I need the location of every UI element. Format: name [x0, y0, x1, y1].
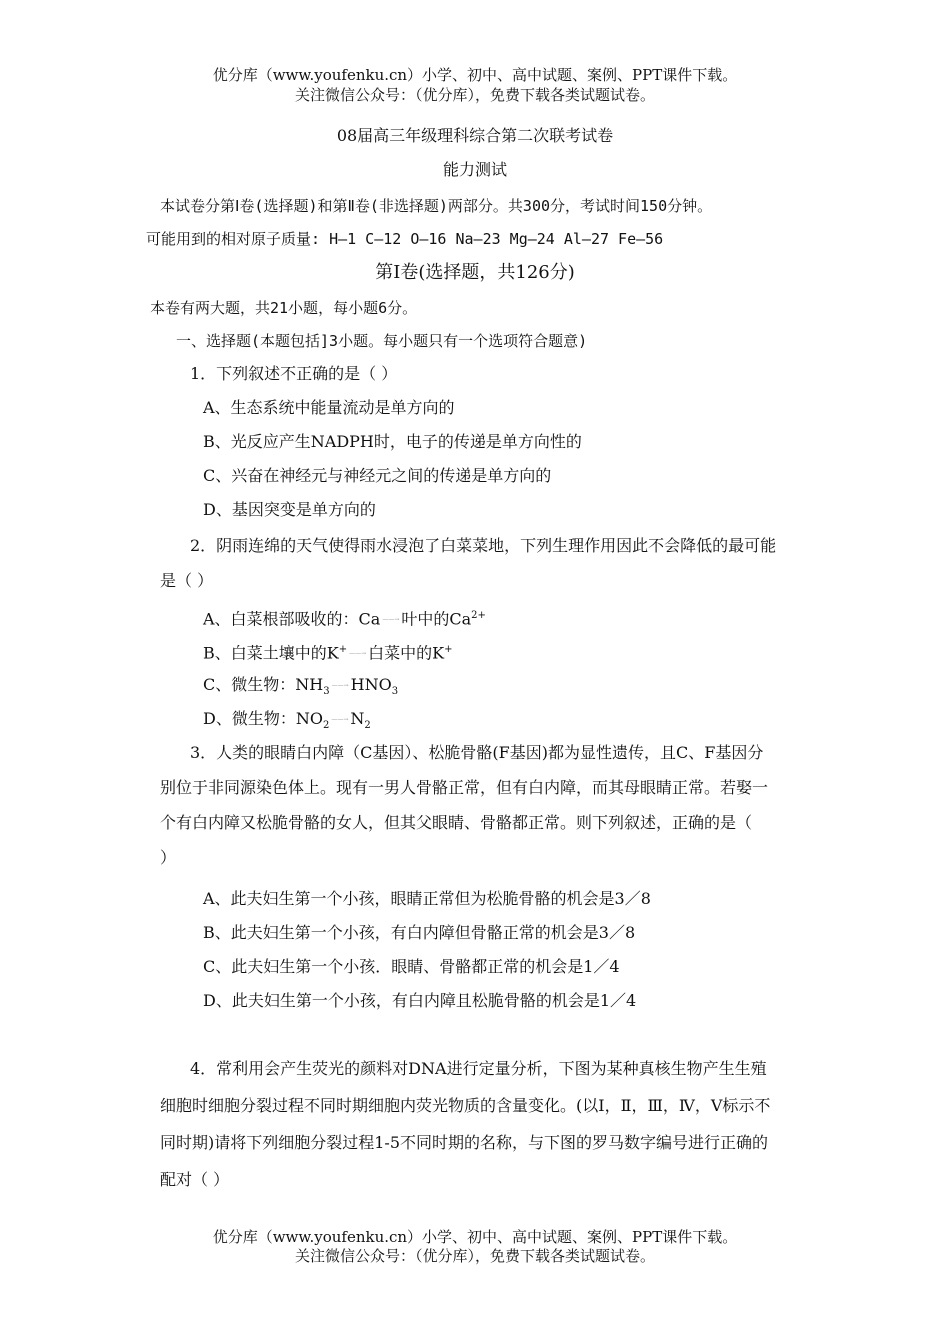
q2-b-charge-2: + — [444, 644, 453, 655]
q3-stem-3: 个有白内障又松脆骨骼的女人，但其父眼睛、骨骼都正常。则下列叙述，正确的是（ — [160, 813, 753, 832]
q2-option-c — [203, 675, 398, 702]
q2-a-product: 叶中的Ca — [401, 609, 472, 629]
exam-title: 08届高三年级理科综合第二次联考试卷 — [336, 126, 614, 145]
q3-option-d: D、此夫妇生第一个小孩，有白内障且松脆骨骼的机会是1／4 — [203, 991, 637, 1010]
footer-line-1: 优分库（www.youfenku.cn）小学、初中、高中试题、案例、PPT课件下载。 — [212, 1228, 738, 1246]
reaction-arrow: ——→ — [349, 649, 367, 657]
reaction-arrow: ——→ — [331, 715, 349, 723]
q2-d-subscript-2: 2 — [364, 720, 371, 732]
q2-c-product: HNO — [350, 675, 392, 694]
q2-option-b — [203, 640, 453, 664]
footer-line-2: 关注微信公众号：（优分库），免费下载各类试题试卷。 — [294, 1247, 655, 1265]
q1-option-c: C、兴奋在神经元与神经元之间的传递是单方向的 — [203, 466, 552, 485]
q2-c-text: C、微生物：NH — [203, 675, 324, 694]
q4-stem-3: 同时期)请将下列细胞分裂过程1-5不同时期的名称，与下图的罗马数字编号进行正确的 — [160, 1133, 769, 1152]
q3-option-b: B、此夫妇生第一个小孩，有白内障但骨骼正常的机会是3／8 — [203, 923, 636, 942]
q2-c-subscript-2: 3 — [391, 686, 399, 698]
q4-stem-2: 细胞时细胞分裂过程不同时期细胞内荧光物质的含量变化。(以Ⅰ，Ⅱ，Ⅲ，Ⅳ，Ⅴ标示不 — [160, 1096, 771, 1115]
q3-stem-1: 3．人类的眼睛白内障（C基因）、松脆骨骼(F基因)都为显性遗传，且C、F基因分 — [190, 743, 764, 762]
q4-stem-1: 4．常利用会产生荧光的颜料对DNA进行定量分析，下图为某种真核生物产生生殖 — [190, 1059, 767, 1078]
q2-a-text: A、白菜根部吸收的：Ca — [203, 609, 381, 629]
q1-option-a: A、生态系统中能量流动是单方向的 — [203, 398, 455, 417]
q3-stem-4: ） — [160, 848, 177, 867]
q2-b-charge-1: + — [338, 644, 348, 655]
q4-stem-4: 配对（ ） — [160, 1170, 230, 1189]
q3-option-a: A、此夫妇生第一个小孩，眼睛正常但为松脆骨骼的机会是3／8 — [203, 889, 651, 908]
section-note: 本卷有两大题，共21小题，每小题6分。 — [150, 299, 418, 317]
header-line-2: 关注微信公众号：（优分库），免费下载各类试题试卷。 — [294, 86, 655, 104]
q2-stem-2: 是（ ） — [160, 571, 214, 590]
reaction-arrow: ——→ — [382, 615, 400, 623]
q2-stem-1: 2．阴雨连绵的天气使得雨水浸泡了白菜菜地，下列生理作用因此不会降低的最可能 — [190, 536, 777, 555]
q3-option-c: C、此夫妇生第一个小孩．眼睛、骨骼都正常的机会是1／4 — [203, 957, 620, 976]
section-title: 第Ⅰ卷(选择题，共126分) — [375, 262, 575, 283]
q2-b-text: B、白菜土壤中的K — [203, 643, 339, 663]
q1-stem: 1．下列叙述不正确的是（ ） — [190, 364, 398, 383]
header-line-1: 优分库（www.youfenku.cn）小学、初中、高中试题、案例、PPT课件下载。 — [212, 66, 738, 84]
q3-stem-2: 别位于非同源染色体上。现有一男人骨骼正常，但有白内障，而其母眼睛正常。若娶一 — [160, 778, 769, 797]
part-one-heading: 一、选择题(本题包括]3小题。每小题只有一个选项符合题意) — [176, 332, 588, 350]
q2-option-a — [203, 606, 486, 630]
q2-d-product: N — [350, 709, 365, 728]
exam-subtitle: 能力测试 — [442, 160, 507, 179]
q2-a-charge: 2+ — [471, 610, 486, 621]
q2-b-product: 白菜中的K — [368, 643, 445, 663]
intro-line-2: 可能用到的相对原子质量: H—1 C—12 O—16 Na—23 Mg—24 Al—27 Fe—56 — [146, 230, 664, 248]
q2-d-subscript-1: 2 — [322, 720, 330, 732]
q2-d-text: D、微生物：NO — [203, 709, 323, 728]
q1-option-b: B、光反应产生NADPH时，电子的传递是单方向性的 — [203, 432, 582, 451]
q2-c-subscript-1: 3 — [323, 686, 330, 698]
q2-option-d — [203, 709, 371, 736]
reaction-arrow: ——→ — [331, 681, 349, 689]
q1-option-d: D、基因突变是单方向的 — [203, 500, 376, 519]
intro-line-1: 本试卷分第Ⅰ卷(选择题)和第Ⅱ卷(非选择题)两部分。共300分，考试时间150分钟。 — [160, 197, 713, 215]
